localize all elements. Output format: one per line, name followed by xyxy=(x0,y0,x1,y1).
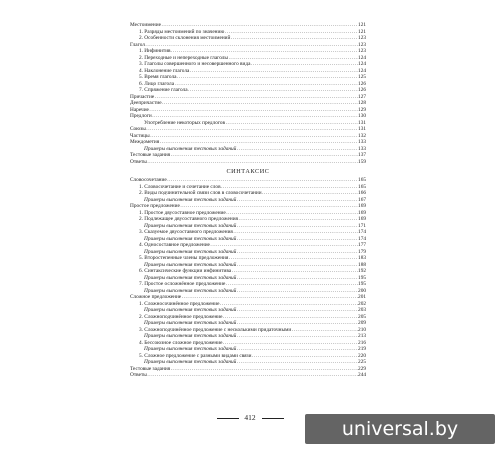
toc-entry-title: Тестовые задания xyxy=(130,152,171,158)
toc-entry-page: 195 xyxy=(358,274,366,281)
toc-entry-title: 3. Глаголы совершенного и несовершенного вида xyxy=(139,61,251,67)
toc-entry-title: Примеры выполнения тестовых заданий xyxy=(144,235,237,242)
toc-entry-page: 125 xyxy=(358,74,366,80)
toc-entry-title: Союзы xyxy=(130,126,146,132)
toc-entry-title: 3. Сказуемое двусоставного предложения xyxy=(139,229,233,235)
toc-entry-title: Ответы xyxy=(130,372,147,378)
toc-entry-title: Примеры выполнения тестовых заданий xyxy=(144,346,237,352)
toc-entry-title: Примеры выполнения тестовых заданий xyxy=(144,333,237,339)
page-number: 412 xyxy=(244,413,256,422)
toc-entry-page: 213 xyxy=(358,333,366,339)
toc-entry-title: Тестовые задания xyxy=(130,365,171,372)
toc-entry-title: Словосочетание xyxy=(130,177,167,183)
toc-entry-page: 195 xyxy=(358,281,366,287)
toc-entry-title: 6. Синтаксические функции инфинитива xyxy=(139,268,232,274)
toc-entry-page: 126 xyxy=(358,80,366,87)
toc-entry-page: 210 xyxy=(358,326,366,333)
toc-entry-page: 169 xyxy=(358,216,366,222)
toc-entry-page: 179 xyxy=(358,248,366,255)
toc-entry-title: 2. Сложноподчинённое предложение xyxy=(139,313,223,320)
toc-entry-title: 6. Лицо глагола xyxy=(139,80,175,87)
toc-entry-page: 130 xyxy=(358,113,366,119)
toc-entry-title: Примеры выполнения тестовых заданий xyxy=(144,307,237,313)
toc-entry-page: 244 xyxy=(358,372,366,378)
toc-entry-title: 7. Простое осложнённое предложение xyxy=(139,281,226,287)
toc-entry-title: Примеры выполнения тестовых заданий xyxy=(144,359,237,365)
toc-entry-page: 132 xyxy=(358,132,366,139)
table-of-contents xyxy=(130,22,366,379)
toc-entry-page: 124 xyxy=(358,61,366,67)
toc-entry-title: Междометия xyxy=(130,139,160,145)
toc-entry-page: 137 xyxy=(358,152,366,158)
toc-entry-title: Примеры выполнения тестовых заданий xyxy=(144,145,237,152)
toc-entry-title: Причастие xyxy=(130,93,155,100)
toc-entry-page: 165 xyxy=(358,183,366,190)
toc-entry-page: 219 xyxy=(358,346,366,352)
toc-entry-page: 124 xyxy=(358,54,366,61)
toc-entry-title: 5. Время глагола xyxy=(139,74,177,80)
toc-entry-page: 131 xyxy=(358,126,366,132)
toc-entry-page: 203 xyxy=(358,307,366,313)
toc-entry-page: 201 xyxy=(358,294,366,300)
toc-entry-title: 2. Особенности склонения местоимений xyxy=(139,35,231,41)
toc-entry-title: 2. Виды подчинительной связи слов в словосочетании xyxy=(139,190,262,196)
toc-entry-title: 1. Сложносочинённое предложение xyxy=(139,300,220,307)
toc-entry-page: 229 xyxy=(358,365,366,372)
toc-entry-page: 131 xyxy=(358,119,366,126)
toc-entry-leader xyxy=(147,372,357,379)
footer-dash-right xyxy=(262,418,284,419)
toc-entry-title: Употребление некоторых предлогов xyxy=(144,119,226,126)
toc-entry-page: 165 xyxy=(358,177,366,183)
section-heading: СИНТАКСИС xyxy=(226,168,270,175)
toc-entry-title: Деепричастие xyxy=(130,100,162,106)
toc-entry-page: 171 xyxy=(358,222,366,229)
toc-entry-title: Примеры выполнения тестовых заданий xyxy=(144,248,237,255)
toc-entry-title: 2. Подлежащее двусоставного предложения xyxy=(139,216,238,222)
toc-entry-page: 225 xyxy=(358,359,366,365)
toc-entry-title: Сложное предложение xyxy=(130,294,182,300)
toc-entry-page: 192 xyxy=(358,268,366,274)
toc-entry-title: 1. Простое двусоставное предложение xyxy=(139,209,226,216)
toc-entry-title: 4. Односоставное предложение xyxy=(139,242,210,248)
toc-entry-title: Предлоги xyxy=(130,113,152,119)
toc-entry-title: 1. Словосочетание и сочетание слов xyxy=(139,183,221,190)
toc-entry-page: 121 xyxy=(358,28,366,35)
toc-entry-title: Ответы xyxy=(130,158,147,165)
toc-entry-page: 123 xyxy=(358,41,366,48)
toc-entry-page: 123 xyxy=(358,48,366,54)
toc-entry-page: 127 xyxy=(358,93,366,100)
toc-entry-title: 5. Второстепенные члены предложения xyxy=(139,255,229,261)
toc-entry-page: 123 xyxy=(358,35,366,41)
toc-entry-page: 188 xyxy=(358,261,366,268)
toc-entry-title: Примеры выполнения тестовых заданий xyxy=(144,287,237,294)
toc-part-syntax xyxy=(130,177,366,379)
toc-entry-page: 177 xyxy=(358,242,366,248)
toc-entry-page: 159 xyxy=(358,158,366,165)
toc-entry-page: 166 xyxy=(358,190,366,196)
toc-entry-title: 4. Наклонение глагола xyxy=(139,67,190,74)
toc-entry-title: 4. Бессоюзное сложное предложение xyxy=(139,339,223,346)
toc-entry-title: Частицы xyxy=(130,132,150,139)
toc-entry-page: 133 xyxy=(358,145,366,152)
toc-entry-page: 128 xyxy=(358,100,366,106)
toc-entry-page: 209 xyxy=(358,320,366,326)
toc-entry-title: Местоимение xyxy=(130,22,161,28)
toc-entry-title: 1. Разряды местоимений по значению xyxy=(139,28,225,35)
toc-entry-title: Примеры выполнения тестовых заданий xyxy=(144,320,237,326)
toc-entry-title: 2. Переходные и непереходные глаголы xyxy=(139,54,228,61)
toc-entry-page: 174 xyxy=(358,235,366,242)
toc-entry-title: Примеры выполнения тестовых заданий xyxy=(144,196,237,203)
toc-entry-page: 169 xyxy=(358,203,366,209)
toc-entry-title: 7. Спряжение глагола xyxy=(139,87,188,93)
toc-entry-title: Глагол xyxy=(130,41,145,48)
toc-entry-title: Примеры выполнения тестовых заданий xyxy=(144,222,237,229)
toc-entry-page: 126 xyxy=(358,87,366,93)
footer-dash-left xyxy=(217,418,239,419)
toc-entry-page: 216 xyxy=(358,339,366,346)
toc-entry-title: 3. Сложноподчинённое предложение с несколькими придаточными xyxy=(139,326,292,333)
toc-entry-title: Примеры выполнения тестовых заданий xyxy=(144,261,237,268)
toc-entry xyxy=(130,372,366,379)
toc-entry-title: 1. Инфинитив xyxy=(139,48,171,54)
toc-entry-page: 183 xyxy=(358,255,366,261)
toc-entry-leader xyxy=(147,159,357,166)
toc-entry-page: 121 xyxy=(358,22,366,28)
toc-entry xyxy=(130,159,366,166)
toc-entry-title: Примеры выполнения тестовых заданий xyxy=(144,274,237,281)
toc-entry-page: 200 xyxy=(358,287,366,294)
toc-entry-page: 202 xyxy=(358,300,366,307)
toc-entry-page: 220 xyxy=(358,352,366,359)
toc-entry-title: 5. Сложное предложение с разными видами связи xyxy=(139,352,252,359)
toc-part-morphology xyxy=(130,22,366,165)
watermark: universal.by xyxy=(305,414,495,444)
toc-entry-page: 174 xyxy=(358,229,366,235)
toc-entry-page: 133 xyxy=(358,139,366,145)
toc-entry-page: 169 xyxy=(358,209,366,216)
toc-entry-page: 167 xyxy=(358,196,366,203)
toc-entry-page: 205 xyxy=(358,313,366,320)
toc-entry-page: 124 xyxy=(358,67,366,74)
toc-entry-title: Наречие xyxy=(130,106,149,113)
toc-entry-title: Простое предложение xyxy=(130,203,180,209)
toc-entry-page: 129 xyxy=(358,106,366,113)
